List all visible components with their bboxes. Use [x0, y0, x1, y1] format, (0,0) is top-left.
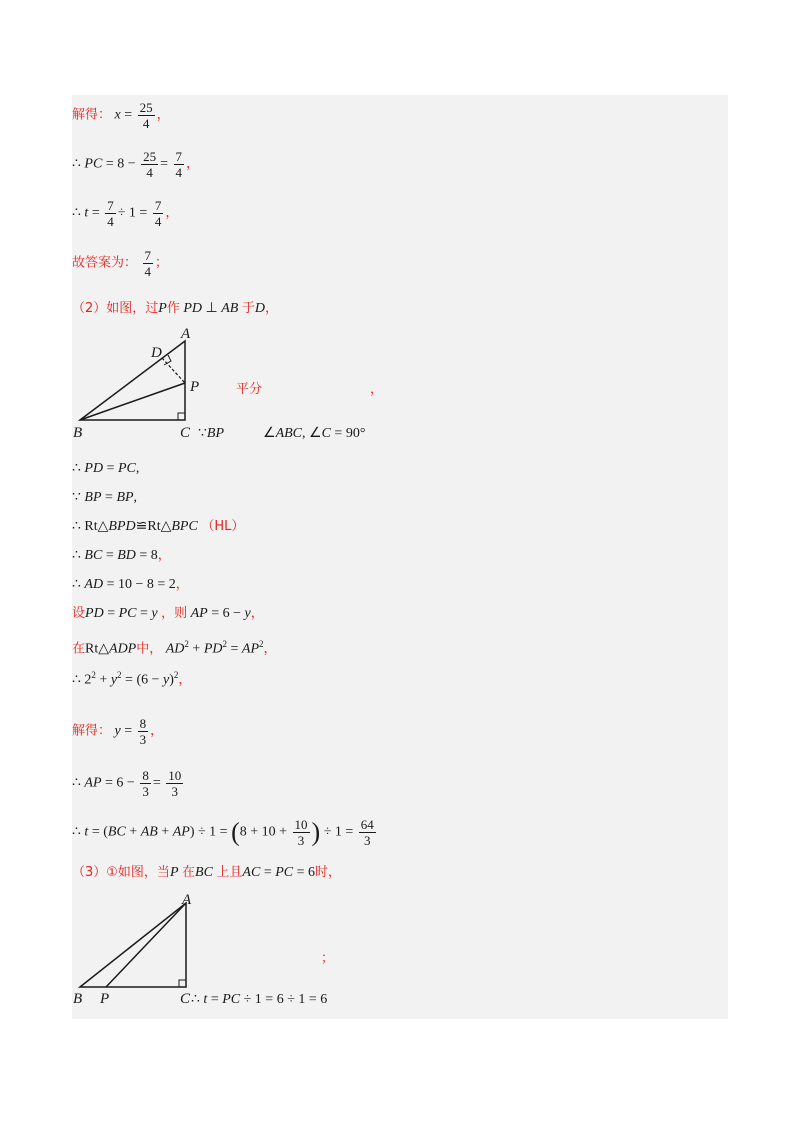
fig2-label-b: B [73, 991, 83, 1007]
bisect-comma: ， [370, 382, 384, 397]
equation-bc-bd: ∴ BC = BD = 8， [72, 548, 171, 563]
part3-header: （3）①如图，当P 在BC 上且AC = PC = 6时， [72, 865, 342, 880]
part2-header: （2）如图，过P作 PD ⊥ AB 于D， [72, 301, 278, 316]
fig1-label-d: D [151, 345, 162, 361]
equation-pd-pc: ∴ PD = PC, [72, 461, 140, 476]
equation-t-part3: ∴ t = PC ÷ 1 = 6 ÷ 1 = 6 [191, 992, 328, 1007]
solution-line-y: 解得： y = $\frac{8}{3}$ ， [72, 716, 164, 747]
fig2-label-c: C [180, 991, 191, 1007]
because-bp-line: ∵BP [198, 426, 225, 441]
fig1-label-c: C [180, 425, 191, 441]
equation-expanded: ∴ $2^2 + y^2 = (6 - y)^2$， [72, 670, 192, 688]
solution-line-x: 解得： x = $\frac{25}{4}$ ， [72, 100, 170, 131]
let-line: 设PD = PC = y ，则 AP = 6 − y， [72, 606, 264, 621]
fig1-label-b: B [73, 425, 83, 441]
congruence-line: ∴ Rt△BPD≌Rt△BPC （HL） [72, 519, 245, 534]
equation-ad: ∴ AD = 10 − 8 = 2， [72, 577, 189, 592]
answer-line: 故答案为： $\frac{7}{4}$ ； [72, 248, 169, 279]
equation-ap: ∴ AP = 6 − $\frac{8}{3}$ = $\frac{10}{3}$ [72, 768, 182, 799]
part3-semicolon: ； [321, 951, 335, 966]
fig1-label-a: A [181, 326, 191, 342]
pythagoras-line: 在Rt△ADP中， $AD^2 + PD^2 = AP^2$， [72, 639, 277, 657]
fig2-label-a: A [182, 892, 192, 908]
equation-t-part2: ∴ t = (BC + AB + AP) ÷ 1 = (8 + 10 + $\frac{10}{3}$ ) ÷ 1 = $\frac{64}{3}$ [72, 817, 374, 848]
equation-t: ∴ t = $\frac{7}{4}$ ÷ 1 = $\frac{7}{4}$ ， [72, 198, 179, 229]
angle-line: ∠ABC, ∠C = 90° [263, 426, 366, 441]
equation-bp-bp: ∵ BP = BP, [72, 490, 138, 505]
equation-pc: ∴ PC = 8 − $\frac{25}{4}$ = $\frac{7}{4}$ ， [72, 149, 200, 180]
fig1-label-p: P [190, 379, 200, 395]
fig2-label-p: P [100, 991, 110, 1007]
bisect-label: 平分 [236, 382, 263, 397]
